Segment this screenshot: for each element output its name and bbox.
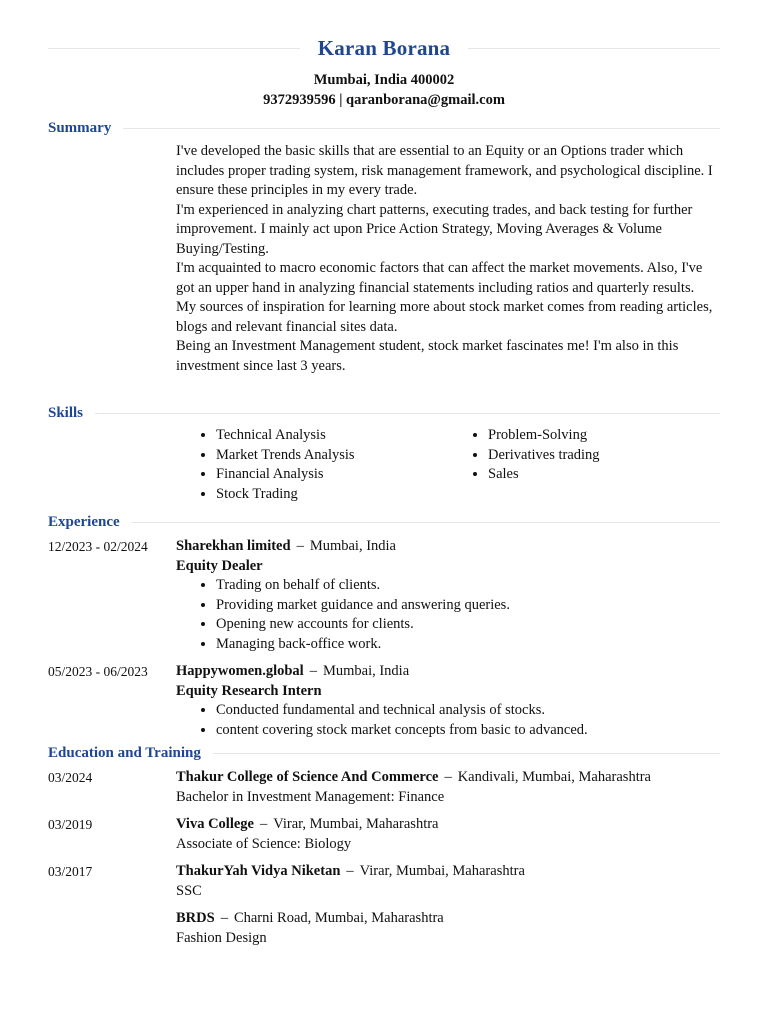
education-entry [48,909,720,948]
school-location: Virar, Mumbai, Maharashtra [273,816,439,832]
job-entry [48,537,720,654]
skill-item: • Stock Trading [216,485,448,505]
summary-paragraph: I've developed the basic skills that are essential to an Equity or an Options trader which includes proper trading system, risk management framework, and psychological discipline. I ensure these principles in my every trade. [176,143,713,198]
resume-header [48,36,720,110]
divider [132,522,720,523]
skills-column-right [448,426,720,504]
section-heading [48,745,720,762]
job-dates: 12/2023 - 02/2024 [48,539,148,554]
divider [468,48,720,49]
duty-item: • Conducted fundamental and technical analysis of stocks. [216,701,720,721]
school-location: Charni Road, Mumbai, Maharashtra [233,910,444,926]
education-date: 03/2017 [48,864,93,879]
experience-title: Experience [48,514,120,530]
separator-dash: – [309,663,317,679]
summary-paragraph: My sources of inspiration for learning more about stock market comes from reading articles, blogs and relevant financial sites data. [176,299,713,335]
name-row [48,36,720,61]
duty-item: • Providing market guidance and answering queries. [216,596,720,616]
summary-paragraph: I'm experienced in analyzing chart patterns, executing trades, and back testing for further improvement. I mainly act upon Price Action Strategy, Moving Averages & Volume Buying/Testing. [176,201,693,257]
job-role: Equity Dealer [176,557,263,574]
job-duties [176,701,720,740]
company-name: Happywomen.global [176,663,304,679]
skill-item: • Financial Analysis [216,465,448,485]
separator-dash: – [220,910,228,926]
job-duties [176,576,720,654]
education-body [176,768,720,807]
phone-email: 9372939596 | qaranborana@gmail.com [263,92,505,108]
education-entry [48,768,720,807]
skills-title: Skills [48,405,84,421]
skill-item: • Sales [488,465,720,485]
degree: SSC [176,882,202,899]
duty-item: • Opening new accounts for clients. [216,615,720,635]
job-dates: 05/2023 - 06/2023 [48,664,148,679]
school-location: Virar, Mumbai, Maharashtra [359,863,525,879]
education-date [48,909,176,948]
summary-body [176,142,720,376]
separator-dash: – [444,769,452,785]
school-name: ThakurYah Vidya Niketan [176,863,341,879]
education-body [176,862,720,901]
education-body [176,815,720,854]
job-body [176,537,720,654]
section-heading [48,514,720,531]
job-location: Mumbai, India [322,663,410,679]
separator-dash: – [260,816,268,832]
skills-grid [176,426,720,504]
degree: Bachelor in Investment Management: Finance [176,788,445,805]
address: Mumbai, India 400002 [313,72,455,88]
section-heading [48,405,720,422]
divider [95,413,720,414]
school-name: BRDS [176,910,215,926]
skill-item: • Problem-Solving [488,426,720,446]
contact-block [48,70,720,110]
separator-dash: – [296,538,304,554]
education-date: 03/2019 [48,817,93,832]
skill-item: • Market Trends Analysis [216,446,448,466]
degree: Associate of Science: Biology [176,835,352,852]
education-date: 03/2024 [48,770,93,785]
divider [213,753,720,754]
job-location: Mumbai, India [309,538,396,554]
duty-item: • Managing back-office work. [216,635,720,655]
skills-section [48,405,720,504]
skills-column-left [176,426,448,504]
education-entry [48,862,720,901]
education-entry [48,815,720,854]
duty-item: • Trading on behalf of clients. [216,576,720,596]
divider [48,48,300,49]
education-section [48,745,720,948]
job-role: Equity Research Intern [176,682,322,699]
job-body [176,662,720,740]
candidate-name: Karan Borana [317,36,451,60]
school-location: Kandivali, Mumbai, Maharashtra [457,769,651,785]
skill-item: • Technical Analysis [216,426,448,446]
summary-paragraph: Being an Investment Management student, stock market fascinates me! I'm also in this investment since last 3 years. [176,338,679,374]
skill-item: • Derivatives trading [488,446,720,466]
divider [123,128,720,129]
separator-dash: – [346,863,354,879]
degree: Fashion Design [176,929,267,946]
experience-section [48,514,720,740]
education-title: Education and Training [48,745,201,761]
section-heading [48,120,720,137]
summary-section [48,120,720,376]
summary-title: Summary [48,120,112,136]
school-name: Thakur College of Science And Commerce [176,769,439,785]
duty-item: • content covering stock market concepts from basic to advanced. [216,721,720,741]
summary-paragraph: I'm acquainted to macro economic factors that can affect the market movements. Also, I've got an upper hand in analyzing financial statements including ratios and quarterly results. [176,260,703,296]
school-name: Viva College [176,816,254,832]
company-name: Sharekhan limited [176,538,291,554]
job-entry [48,662,720,740]
education-body [176,909,720,948]
